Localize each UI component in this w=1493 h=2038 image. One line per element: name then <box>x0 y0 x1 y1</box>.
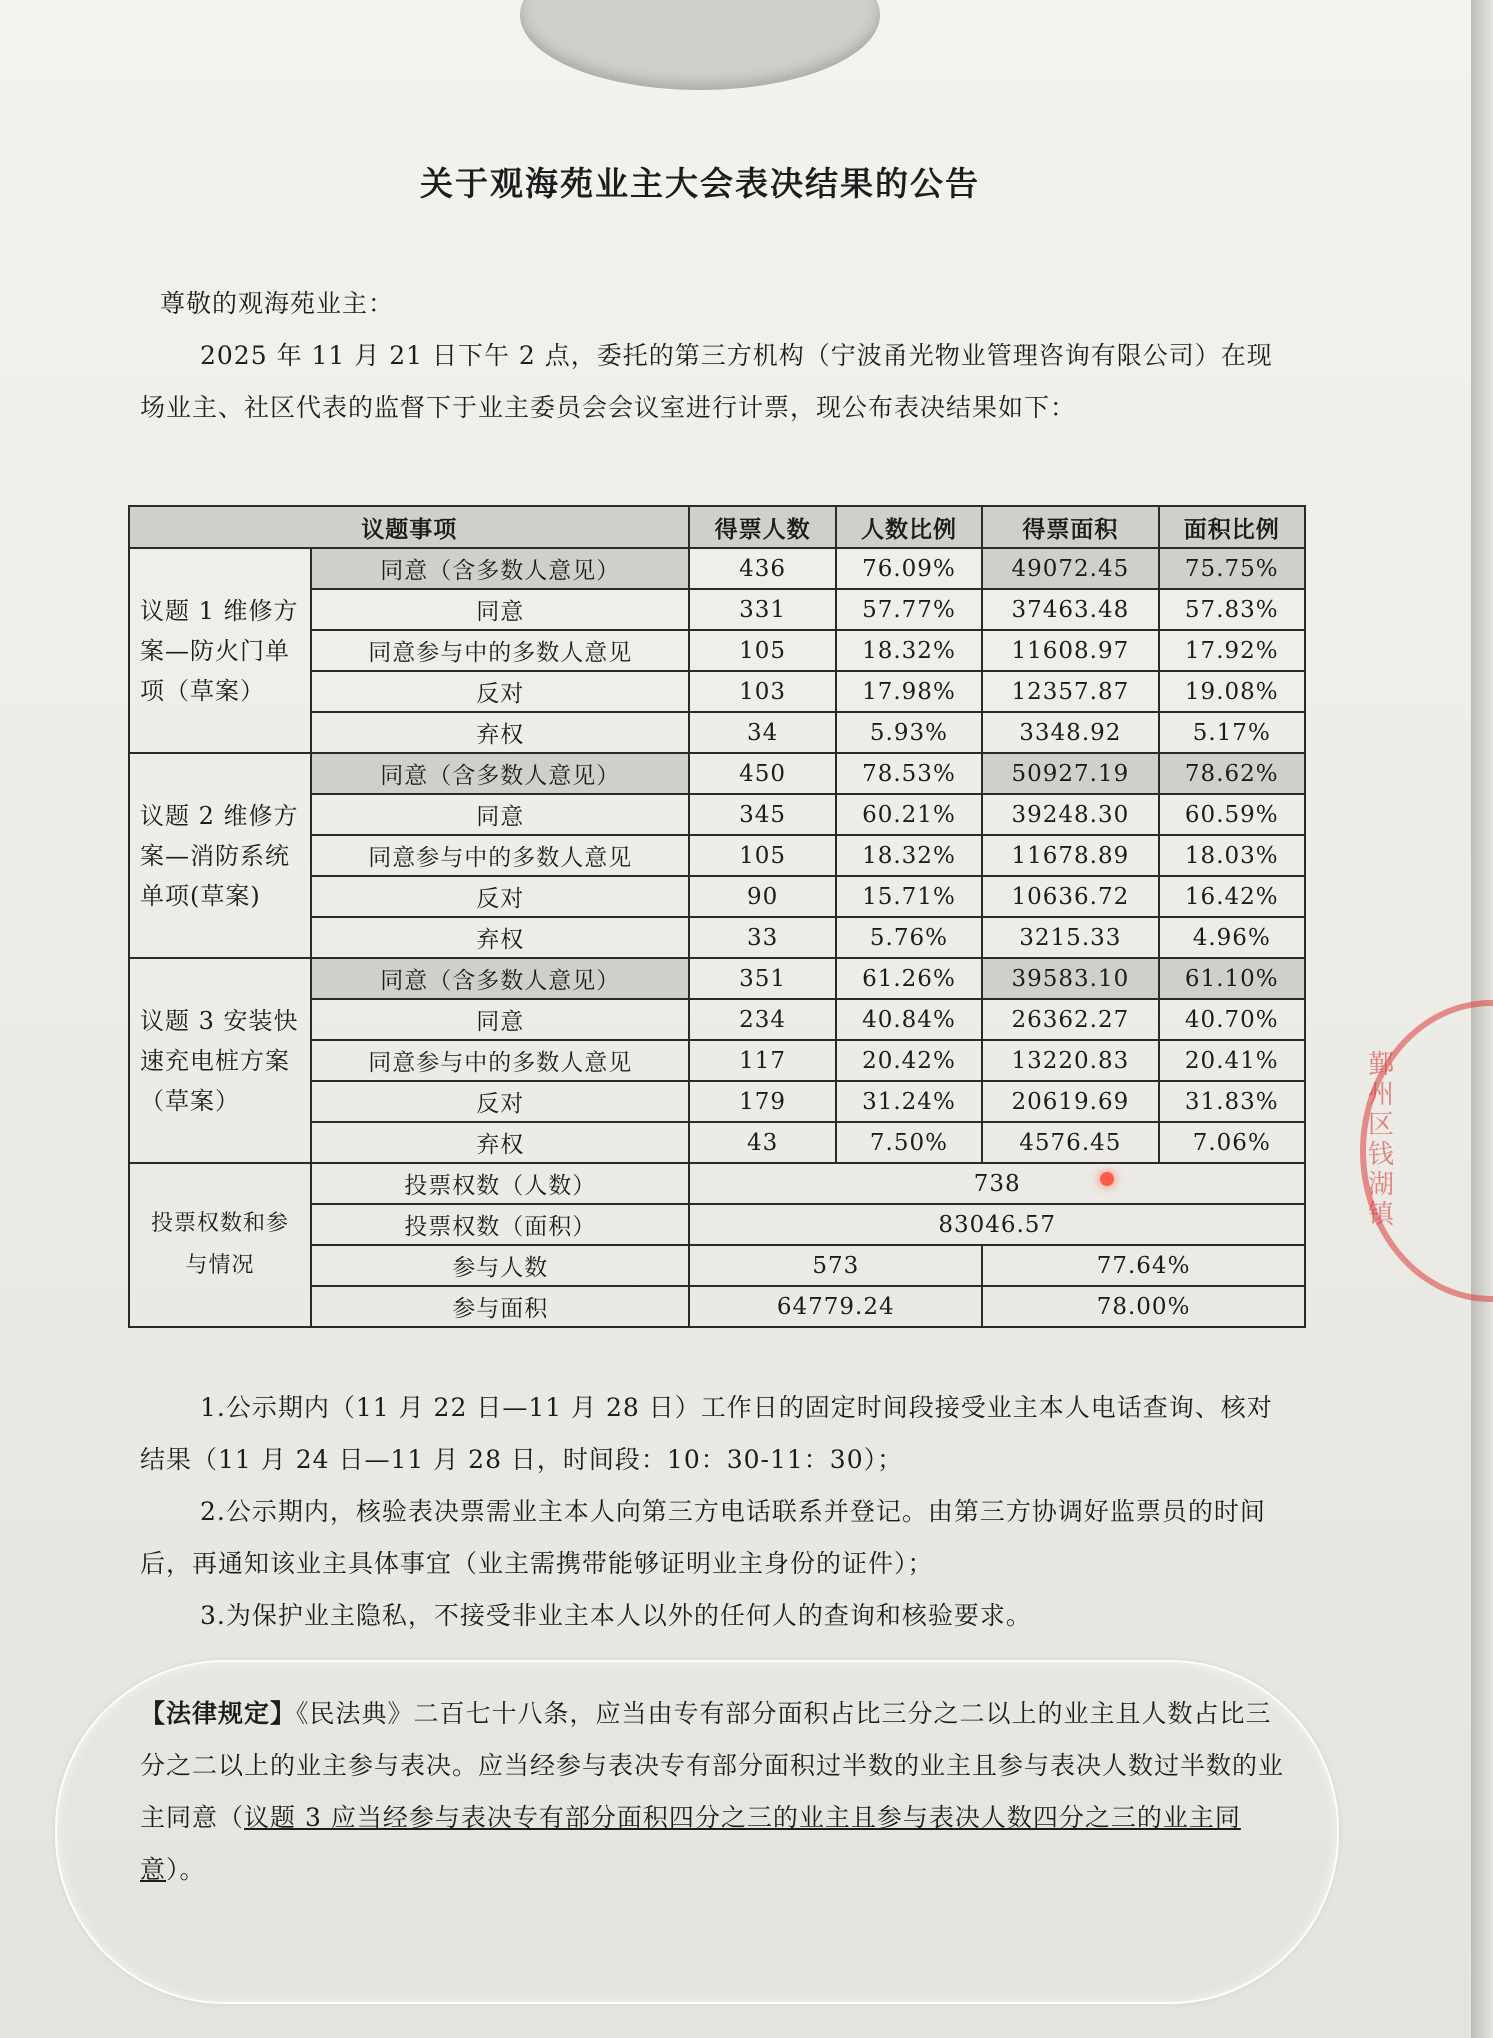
row-area: 13220.83 <box>982 1040 1158 1081</box>
row-count: 179 <box>689 1081 835 1122</box>
row-count: 34 <box>689 712 835 753</box>
table-row <box>129 548 1305 589</box>
row-area: 20619.69 <box>982 1081 1158 1122</box>
votes-people-label: 投票权数（人数） <box>311 1163 689 1204</box>
row-area: 12357.87 <box>982 671 1158 712</box>
row-count-pct: 5.93% <box>836 712 982 753</box>
row-count-pct: 78.53% <box>836 753 982 794</box>
row-count-pct: 57.77% <box>836 589 982 630</box>
header-count: 得票人数 <box>689 506 835 548</box>
row-label: 弃权 <box>311 1122 689 1163</box>
legal-underlined: 议题 3 应当经参与表决专有部分面积四分之三的业主且参与表决人数四分之三的业主同意 <box>140 1803 1241 1884</box>
row-count: 436 <box>689 548 835 589</box>
row-area-pct: 7.06% <box>1159 1122 1305 1163</box>
topic-3-name: 议题 3 安装快速充电桩方案（草案） <box>129 958 311 1163</box>
seal-text: 鄞州区钱湖镇 <box>1368 1050 1395 1230</box>
light-reflection <box>1100 1172 1114 1186</box>
header-area-pct: 面积比例 <box>1159 506 1305 548</box>
row-label: 同意（含多数人意见） <box>311 958 689 999</box>
row-count-pct: 61.26% <box>836 958 982 999</box>
row-area-pct: 61.10% <box>1159 958 1305 999</box>
row-label: 同意（含多数人意见） <box>311 753 689 794</box>
row-label: 反对 <box>311 671 689 712</box>
row-count-pct: 60.21% <box>836 794 982 835</box>
row-area-pct: 78.62% <box>1159 753 1305 794</box>
intro-paragraph: 2025 年 11 月 21 日下午 2 点，委托的第三方机构（宁波甬光物业管理咨询有限公司）在现场业主、社区代表的监督下于业主委员会会议室进行计票，现公布表决结果如下： <box>140 341 1273 422</box>
row-area-pct: 5.17% <box>1159 712 1305 753</box>
row-area: 11678.89 <box>982 835 1158 876</box>
plastic-sleeve-window <box>55 1660 1339 2004</box>
row-count: 351 <box>689 958 835 999</box>
participants-pct: 77.64% <box>982 1245 1305 1286</box>
header-area: 得票面积 <box>982 506 1158 548</box>
row-area: 26362.27 <box>982 999 1158 1040</box>
legal-tag: 【法律规定】 <box>140 1699 297 1728</box>
row-area-pct: 40.70% <box>1159 999 1305 1040</box>
row-area: 3215.33 <box>982 917 1158 958</box>
votes-area-value: 83046.57 <box>689 1204 1305 1245</box>
legal-end: ）。 <box>166 1855 206 1884</box>
row-count-pct: 18.32% <box>836 630 982 671</box>
row-area: 49072.45 <box>982 548 1158 589</box>
row-count: 90 <box>689 876 835 917</box>
table-row <box>129 958 1305 999</box>
row-area: 37463.48 <box>982 589 1158 630</box>
row-count-pct: 5.76% <box>836 917 982 958</box>
row-label: 弃权 <box>311 712 689 753</box>
row-count: 345 <box>689 794 835 835</box>
row-label: 同意参与中的多数人意见 <box>311 630 689 671</box>
table-header-row <box>129 506 1305 548</box>
row-count-pct: 40.84% <box>836 999 982 1040</box>
row-area: 50927.19 <box>982 753 1158 794</box>
row-area-pct: 20.41% <box>1159 1040 1305 1081</box>
note-2: 2.公示期内，核验表决票需业主本人向第三方电话联系并登记。由第三方协调好监票员的时间后，再通知该业主具体事宜（业主需携带能够证明业主身份的证件）； <box>140 1497 1266 1578</box>
row-area-pct: 16.42% <box>1159 876 1305 917</box>
row-count: 234 <box>689 999 835 1040</box>
row-label: 同意 <box>311 999 689 1040</box>
row-count-pct: 15.71% <box>836 876 982 917</box>
participation-area-value: 64779.24 <box>689 1286 982 1327</box>
row-count: 103 <box>689 671 835 712</box>
row-area-pct: 75.75% <box>1159 548 1305 589</box>
row-area: 11608.97 <box>982 630 1158 671</box>
results-table <box>128 505 1306 1328</box>
row-count-pct: 17.98% <box>836 671 982 712</box>
row-count-pct: 7.50% <box>836 1122 982 1163</box>
row-area: 10636.72 <box>982 876 1158 917</box>
row-count-pct: 20.42% <box>836 1040 982 1081</box>
votes-area-label: 投票权数（面积） <box>311 1204 689 1245</box>
row-area: 39583.10 <box>982 958 1158 999</box>
row-area-pct: 60.59% <box>1159 794 1305 835</box>
row-count-pct: 18.32% <box>836 835 982 876</box>
row-count: 117 <box>689 1040 835 1081</box>
row-area-pct: 57.83% <box>1159 589 1305 630</box>
votes-people-value: 738 <box>689 1163 1305 1204</box>
row-count: 33 <box>689 917 835 958</box>
row-area: 39248.30 <box>982 794 1158 835</box>
row-count: 331 <box>689 589 835 630</box>
row-count: 105 <box>689 630 835 671</box>
row-label: 同意参与中的多数人意见 <box>311 835 689 876</box>
row-count-pct: 31.24% <box>836 1081 982 1122</box>
table-row <box>129 1163 1305 1204</box>
row-area: 3348.92 <box>982 712 1158 753</box>
note-3: 3.为保护业主隐私，不接受非业主本人以外的任何人的查询和核验要求。 <box>200 1601 1032 1630</box>
notice-title: 关于观海苑业主大会表决结果的公告 <box>420 164 980 203</box>
row-label: 弃权 <box>311 917 689 958</box>
participation-area-label: 参与面积 <box>311 1286 689 1327</box>
row-label: 同意 <box>311 589 689 630</box>
row-area-pct: 18.03% <box>1159 835 1305 876</box>
row-label: 同意（含多数人意见） <box>311 548 689 589</box>
participants-label: 参与人数 <box>311 1245 689 1286</box>
header-topic: 议题事项 <box>129 506 689 548</box>
salutation: 尊敬的观海苑业主： <box>160 289 395 318</box>
row-area-pct: 19.08% <box>1159 671 1305 712</box>
row-area: 4576.45 <box>982 1122 1158 1163</box>
row-count: 105 <box>689 835 835 876</box>
row-count: 43 <box>689 1122 835 1163</box>
table-row <box>129 753 1305 794</box>
notes-section <box>140 1382 1290 1642</box>
topic-2-name: 议题 2 维修方案—消防系统单项(草案) <box>129 753 311 958</box>
legal-text: 《民法典》二百七十八条，应当由专有部分面积占比三分之二以上的业主且人数占比三分之二以上的业主参与表决。应当经参与表决专有部分面积过半数的业主且参与表决人数过半数的业主同意（ <box>140 1699 1285 1832</box>
row-label: 同意 <box>311 794 689 835</box>
participants-value: 573 <box>689 1245 982 1286</box>
row-label: 同意参与中的多数人意见 <box>311 1040 689 1081</box>
row-count: 450 <box>689 753 835 794</box>
row-label: 反对 <box>311 1081 689 1122</box>
row-count-pct: 76.09% <box>836 548 982 589</box>
row-area-pct: 31.83% <box>1159 1081 1305 1122</box>
row-area-pct: 4.96% <box>1159 917 1305 958</box>
participation-area-pct: 78.00% <box>982 1286 1305 1327</box>
topic-1-name: 议题 1 维修方案—防火门单项（草案） <box>129 548 311 753</box>
header-count-pct: 人数比例 <box>836 506 982 548</box>
note-1: 1.公示期内（11 月 22 日—11 月 28 日）工作日的固定时间段接受业主本人电话查询、核对结果（11 月 24 日—11 月 28 日，时间段：10：30-11：30）； <box>140 1393 1273 1474</box>
row-area-pct: 17.92% <box>1159 630 1305 671</box>
stats-name: 投票权数和参与情况 <box>129 1163 311 1327</box>
row-label: 反对 <box>311 876 689 917</box>
